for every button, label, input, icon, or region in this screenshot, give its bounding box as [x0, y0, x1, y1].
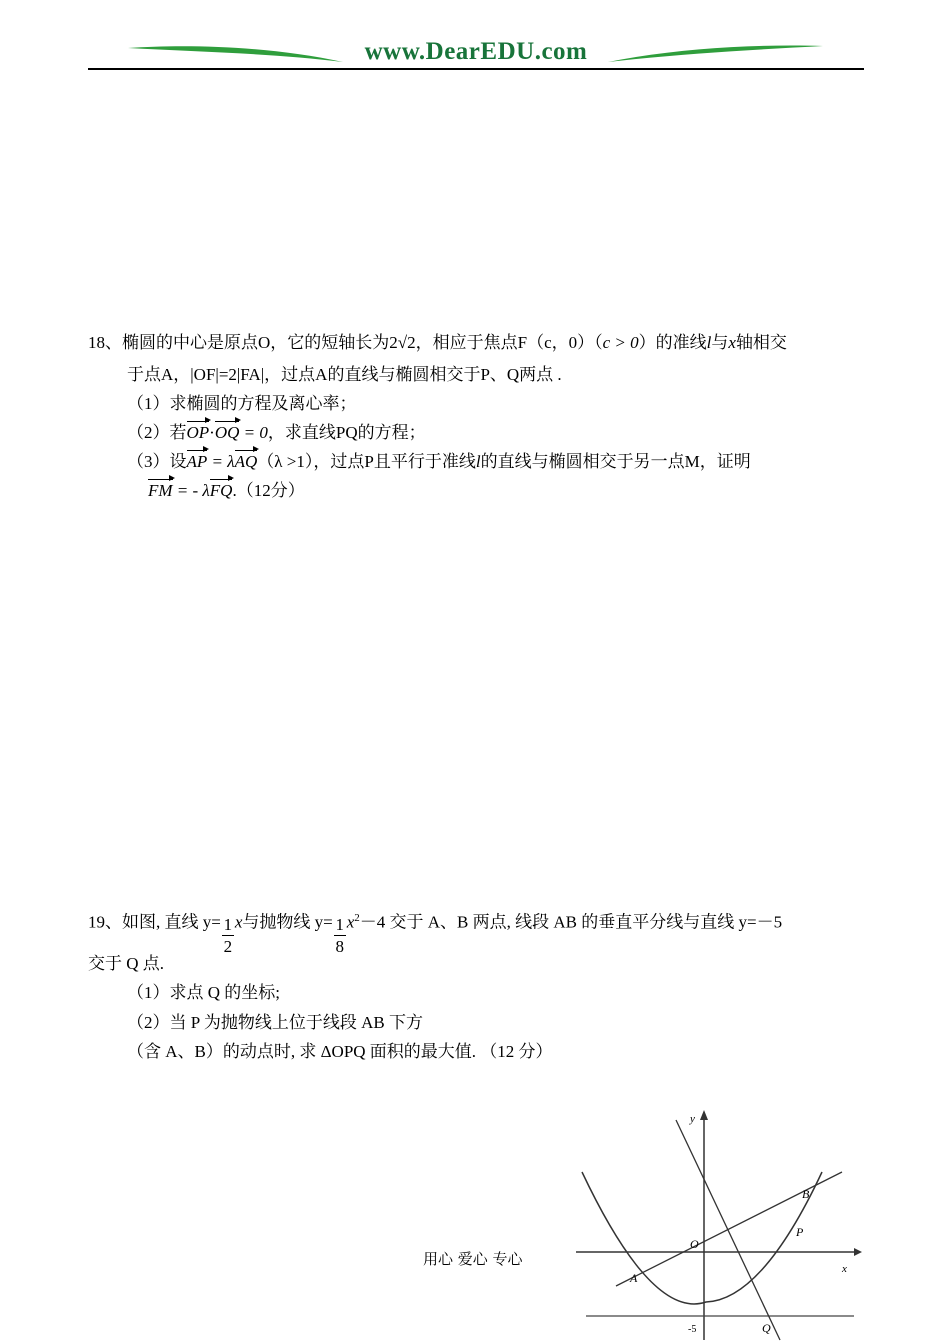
q18-part3-text-a: （3）设	[127, 452, 187, 471]
y-axis-arrow-icon	[700, 1110, 708, 1120]
q19-line2: 交于 Q 点.	[88, 954, 165, 973]
frac2-bar	[334, 935, 346, 936]
x-axis-arrow-icon	[854, 1248, 862, 1256]
q19-text-c: －4 交于 A、B 两点, 线段 AB 的垂直平分线与直线 y=－5	[359, 912, 783, 932]
q18-part3-text-b: ，过点P且平行于准线	[313, 452, 476, 471]
q19-exponent: 2	[354, 911, 360, 924]
q18-part3	[127, 452, 751, 472]
q18-part3-text-d: .（12分）	[232, 481, 305, 500]
q18-condition: c > 0	[602, 333, 639, 352]
label-b: B	[802, 1187, 810, 1201]
frac2-den: 8	[335, 937, 344, 956]
label-a: A	[630, 1271, 638, 1285]
q19-x2: x	[346, 912, 355, 932]
footer-text: 用心 爱心 专心	[423, 1250, 523, 1268]
right-swoosh-icon	[608, 42, 823, 64]
frac1-bar	[222, 935, 234, 936]
vector-fm: FM	[148, 481, 173, 500]
page-header	[88, 36, 864, 70]
q18-x: x	[728, 333, 736, 352]
q18-line1	[88, 333, 787, 353]
q18-part3-eq: = λ	[207, 452, 235, 471]
q18-text-d: 与	[711, 333, 729, 352]
label-y: y	[690, 1113, 695, 1125]
frac1-num: 1	[223, 915, 233, 934]
q18-part3-l: l	[475, 452, 481, 471]
parabola-figure	[572, 1100, 862, 1342]
vector-aq: AQ	[234, 452, 258, 471]
q18-radical: 2√2	[389, 333, 416, 352]
q18-line2: 于点A，|OF|=2|FA|，过点A的直线与椭圆相交于P、Q两点 .	[127, 365, 562, 384]
site-name: www.DearEDU.com	[364, 38, 588, 65]
header-rule	[88, 68, 864, 70]
q18-text-a: 18、椭圆的中心是原点O，它的短轴长为	[88, 333, 390, 352]
q18-l: l	[706, 333, 712, 352]
q18-text-c: ）的准线	[638, 333, 707, 352]
q18-part3-text-c: 的直线与椭圆相交于另一点M，证明	[480, 452, 751, 471]
q18-part3-cont	[148, 481, 305, 501]
fraction-one-eighth	[334, 916, 346, 955]
q18-part2-eq: = 0	[239, 423, 268, 442]
vector-oq: OQ	[214, 423, 240, 442]
frac1-den: 2	[223, 937, 233, 956]
perpendicular-bisector	[676, 1120, 780, 1340]
q19-line1	[88, 904, 783, 956]
vector-fq: FQ	[209, 481, 233, 500]
q18-text-b: ，相应于焦点F（c，0）（	[415, 333, 603, 352]
label-q: Q	[762, 1321, 771, 1335]
parabola-curve	[582, 1172, 822, 1304]
q18-part3-eq2: = - λ	[172, 481, 210, 500]
q18-part1: （1）求椭圆的方程及离心率；	[127, 394, 357, 413]
q19-text-a: 19、如图, 直线 y=	[88, 912, 221, 932]
q19-part2: （2）当 P 为抛物线上位于线段 AB 下方	[127, 1013, 423, 1032]
q18-part2-text-b: ，求直线PQ的方程；	[267, 423, 426, 442]
q18-part2	[127, 423, 426, 443]
q19-part1: （1）求点 Q 的坐标;	[127, 983, 280, 1002]
label-p: P	[796, 1225, 804, 1239]
vector-ap: AP	[186, 452, 208, 471]
label-minus-5: -5	[688, 1324, 697, 1335]
q18-part3-cond: （λ >1）	[257, 452, 314, 471]
label-x: x	[842, 1263, 847, 1275]
fraction-one-half	[222, 916, 234, 955]
q18-text-e: 轴相交	[735, 333, 787, 352]
q19-part3: （含 A、B）的动点时, 求 ΔOPQ 面积的最大值. （12 分）	[127, 1042, 553, 1061]
q19-text-b: 与抛物线 y=	[242, 912, 333, 932]
dot-operator: ·	[209, 423, 215, 442]
q18-part2-text-a: （2）若	[127, 423, 187, 442]
frac2-num: 1	[335, 915, 344, 934]
label-o: O	[690, 1237, 699, 1251]
vector-op: OP	[186, 423, 210, 442]
q19-x: x	[234, 912, 243, 932]
